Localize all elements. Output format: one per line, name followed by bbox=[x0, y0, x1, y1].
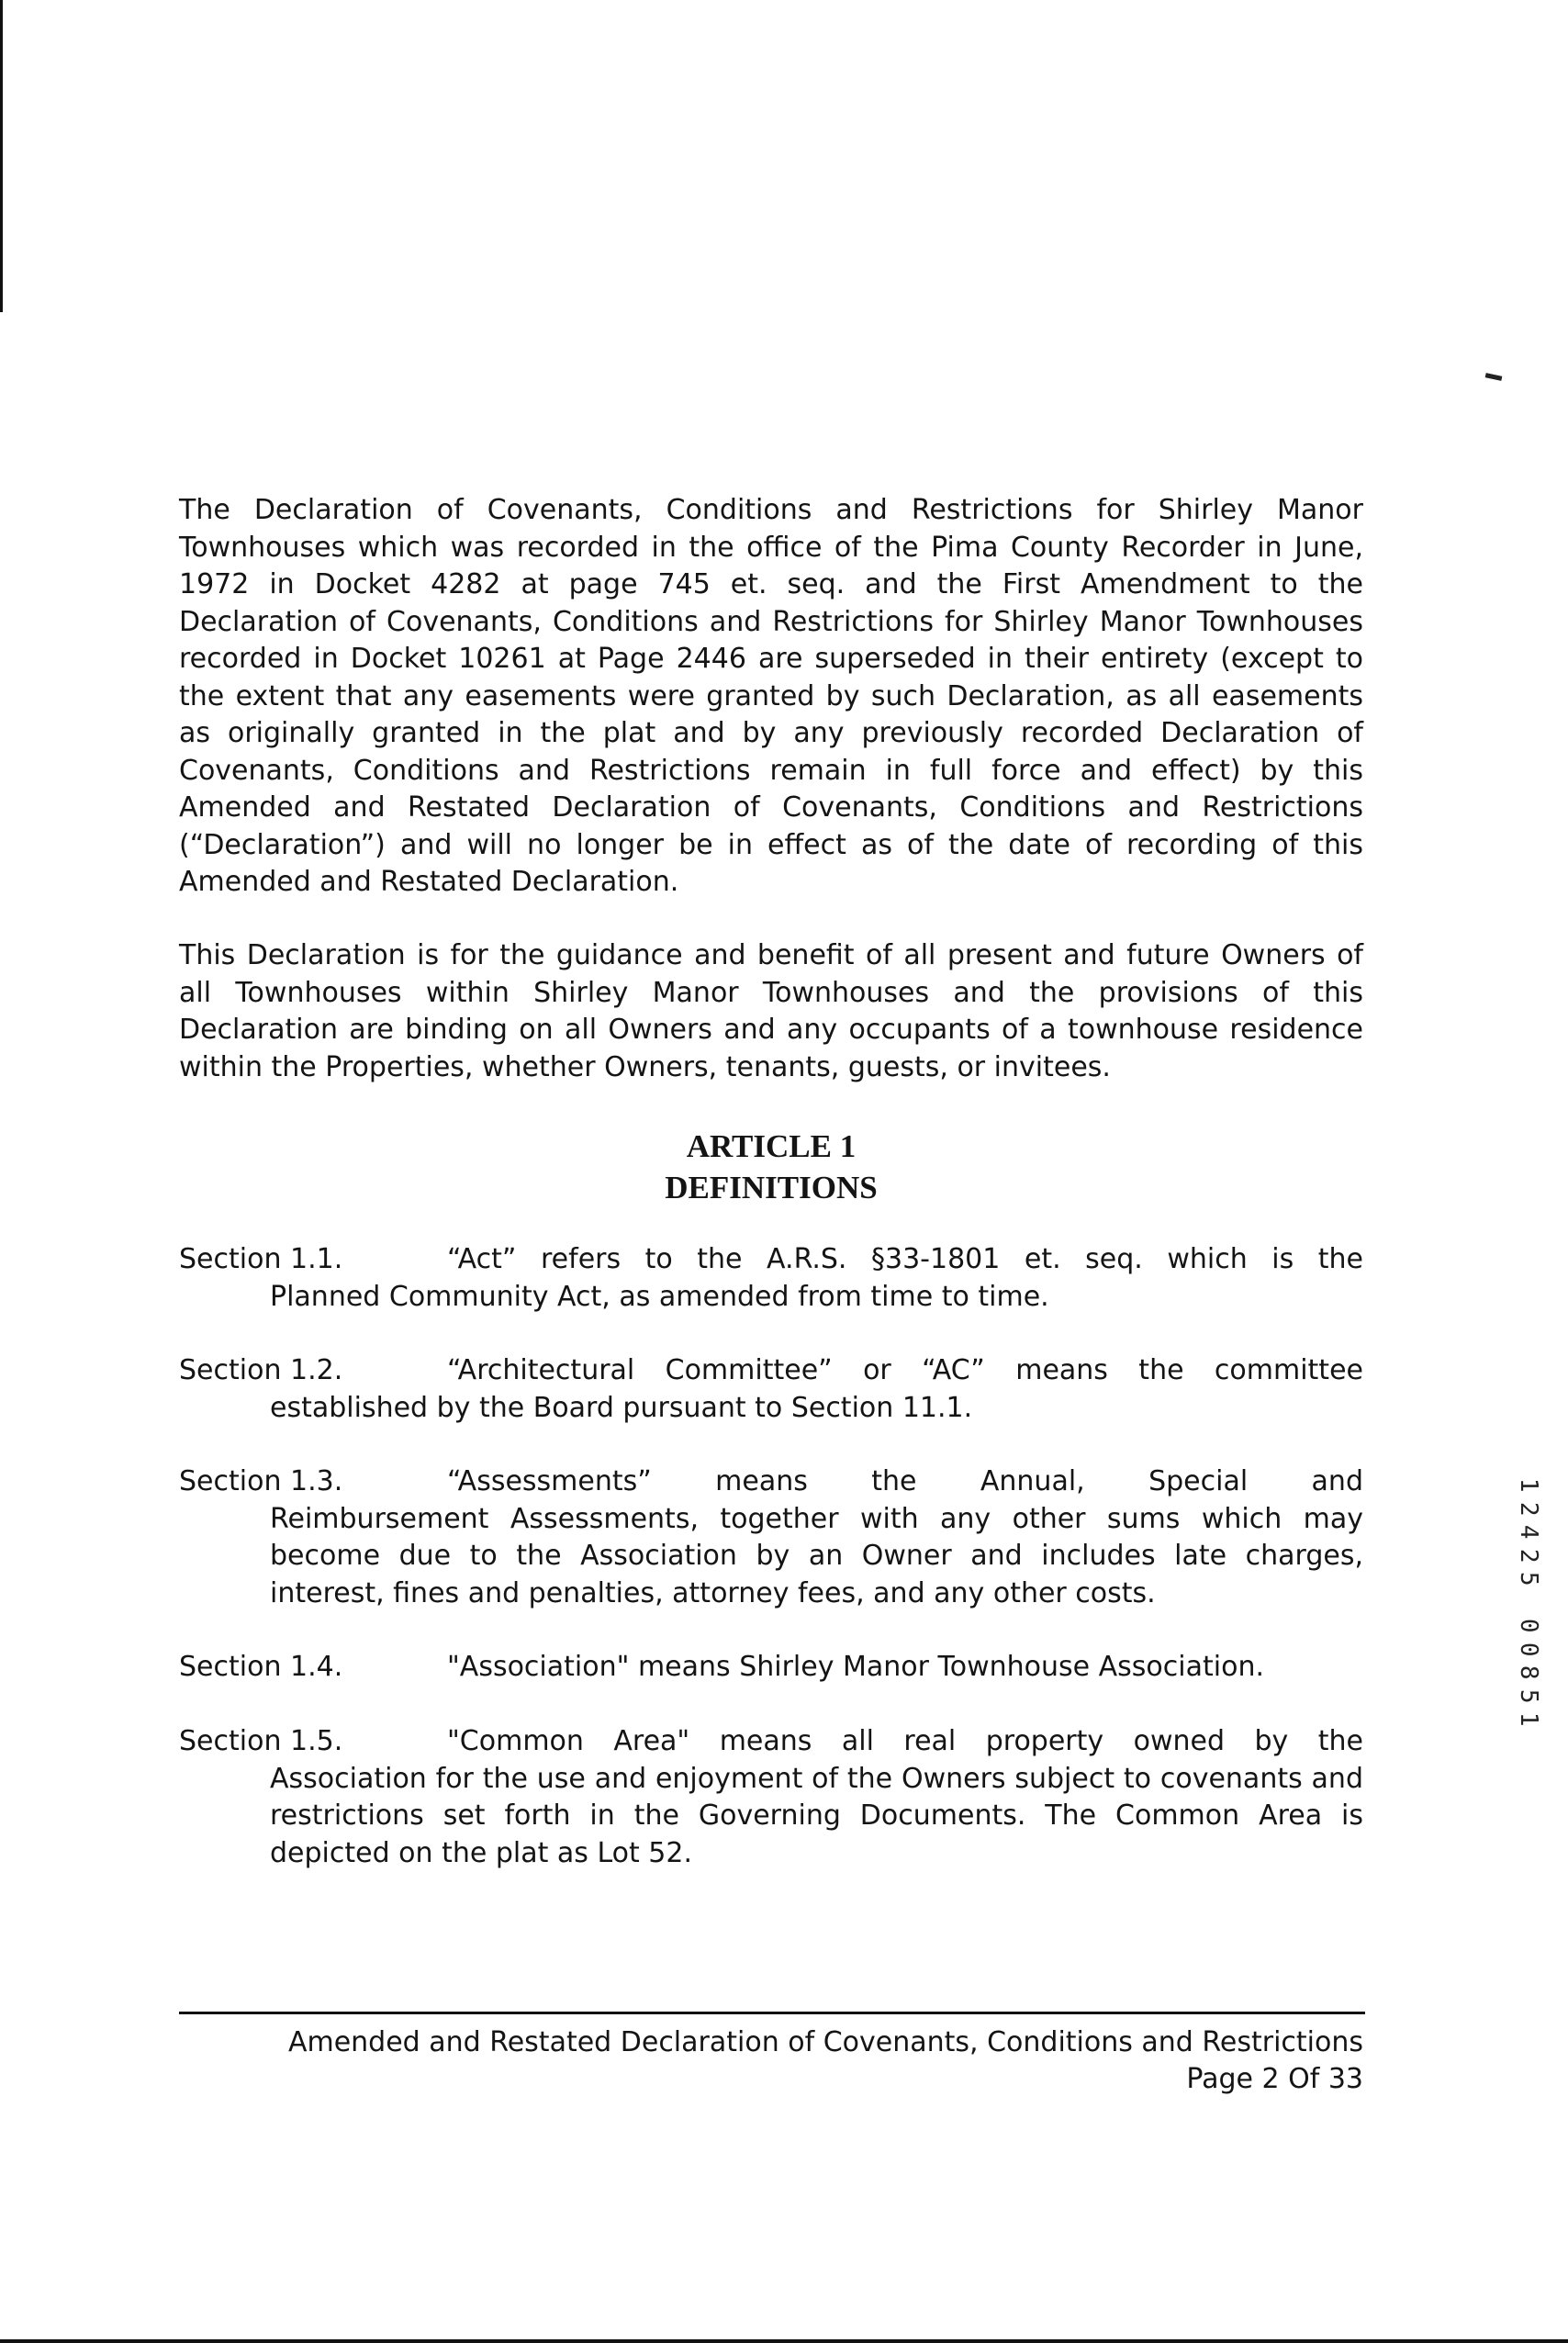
section-continuation: Association for the use and enjoyment of the Owners subject to covenants and restrictions set forth in the Governing Documents. The Common Area is depicted on the plat as Lot 52. bbox=[270, 1762, 1363, 1869]
section-number: Section 1.3. bbox=[179, 1465, 343, 1497]
footer-page-number: Page 2 Of 33 bbox=[1186, 2063, 1363, 2095]
scan-edge-left bbox=[0, 0, 3, 312]
stamp-character: 1 bbox=[1514, 1711, 1542, 1727]
section-first-line: "Common Area" means all real property owned by the bbox=[447, 1725, 1363, 1757]
intro-paragraph: The Declaration of Covenants, Conditions and Restrictions for Shirley Manor Townhouses which was recorded in the office of the Pima County Recorder in June, 1972 in Docket 4282 at page 745 et. seq. and the First Amendment to the Declaration of Covenants, Conditions and Restrictions for Shirley Manor Townhouses recorded in Docket 10261 at Page 2446 are superseded in their entirety (except to the extent that any easements were granted by such Declaration, as all easements as originally granted in the plat and by any previously recorded Declaration of Covenants, Conditions and Restrictions remain in full force and effect) by this Amended and Restated Declaration of Covenants, Conditions and Restrictions (“Declaration”) and will no longer be in effect as of the date of recording of this Amended and Restated Declaration. bbox=[179, 494, 1363, 898]
stamp-character: 0 bbox=[1514, 1642, 1542, 1657]
section-first-line: “Architectural Committee” or “AC” means the committee bbox=[447, 1354, 1363, 1386]
footer-rule bbox=[179, 2012, 1365, 2014]
stamp-character: 1 bbox=[1514, 1477, 1542, 1493]
page-footer bbox=[179, 2024, 1363, 2098]
stamp-character: 5 bbox=[1514, 1571, 1542, 1586]
stamp-character: 2 bbox=[1514, 1501, 1542, 1517]
stamp-character: 2 bbox=[1514, 1548, 1542, 1564]
article-title-heading: DEFINITIONS bbox=[665, 1170, 878, 1205]
stamp-character: 4 bbox=[1514, 1524, 1542, 1540]
scan-edge-bottom bbox=[0, 2339, 1568, 2343]
stamp-character: 8 bbox=[1514, 1665, 1542, 1680]
section-1-5 bbox=[179, 1723, 1363, 1872]
section-number: Section 1.2. bbox=[179, 1354, 343, 1386]
section-number: Section 1.4. bbox=[179, 1651, 343, 1683]
section-1-1 bbox=[179, 1241, 1363, 1316]
section-continuation: established by the Board pursuant to Section 11.1. bbox=[270, 1391, 973, 1424]
section-first-line: “Act” refers to the A.R.S. §33-1801 et. seq. which is the bbox=[447, 1243, 1363, 1275]
scan-speck-mark bbox=[1485, 373, 1503, 381]
section-number: Section 1.1. bbox=[179, 1243, 343, 1275]
section-1-4 bbox=[179, 1649, 1363, 1687]
section-first-line: "Association" means Shirley Manor Townhouse Association. bbox=[447, 1651, 1264, 1683]
section-1-2 bbox=[179, 1352, 1363, 1427]
section-number: Section 1.5. bbox=[179, 1725, 343, 1757]
article-number-heading: ARTICLE 1 bbox=[686, 1128, 857, 1164]
footer-document-title: Amended and Restated Declaration of Covenants, Conditions and Restrictions bbox=[287, 2026, 1363, 2058]
stamp-character: 0 bbox=[1514, 1618, 1542, 1633]
stamp-character: 5 bbox=[1514, 1688, 1542, 1704]
section-continuation: Planned Community Act, as amended from time to time. bbox=[270, 1280, 1049, 1313]
section-first-line: “Assessments” means the Annual, Special and bbox=[447, 1465, 1363, 1497]
section-continuation: Reimbursement Assessments, together with any other sums which may become due to the Association by an Owner and includes late charges, interest, fines and penalties, attorney fees, and any other costs. bbox=[270, 1502, 1363, 1609]
section-1-3 bbox=[179, 1463, 1363, 1612]
recording-stamp bbox=[1513, 1474, 1542, 1732]
purpose-paragraph: This Declaration is for the guidance and benefit of all present and future Owners of all Townhouses within Shirley Manor Townhouses and the provisions of this Declaration are binding on all Owners and any occupants of a townhouse residence within the Properties, whether Owners, tenants, guests, or invitees. bbox=[179, 939, 1363, 1083]
